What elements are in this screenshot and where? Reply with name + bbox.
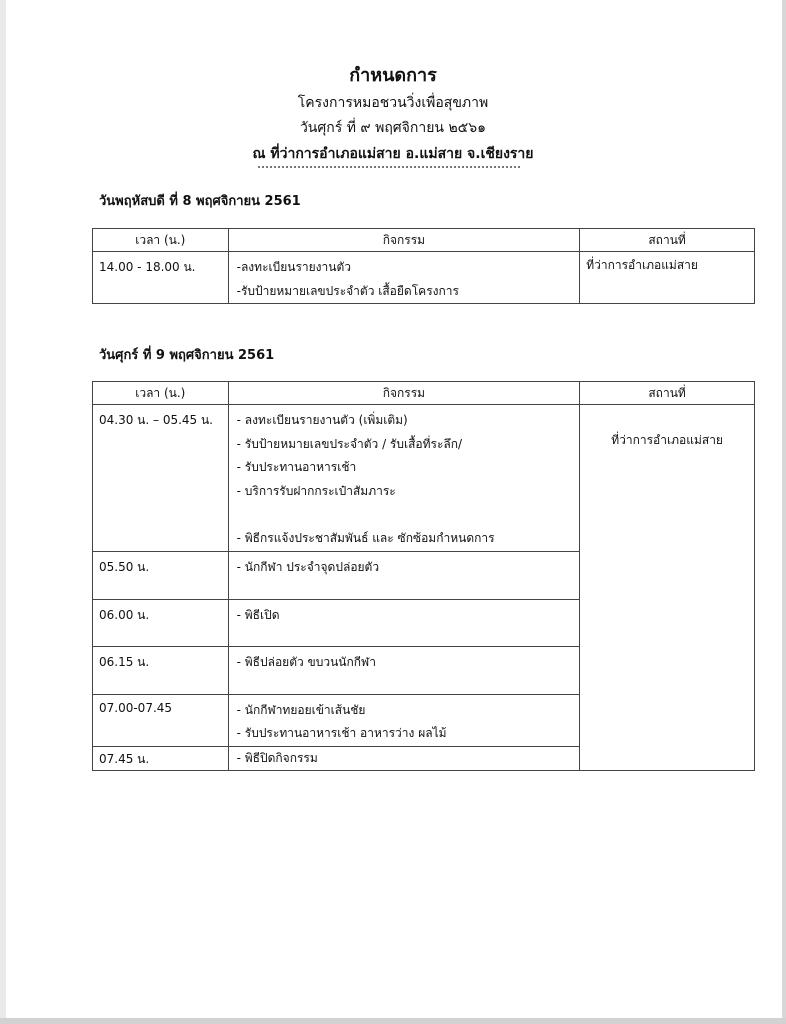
activity-line: - รับประทานอาหารเช้า bbox=[236, 460, 357, 475]
activity-line: - พิธีปิดกิจกรรม bbox=[236, 750, 318, 765]
activity-line: - รับประทานอาหารเช้า อาหารว่าง ผลไม้ bbox=[236, 726, 447, 741]
activity-line: -รับป้ายหมายเลขประจำตัว เสื้อยืดโครงการ bbox=[236, 283, 459, 298]
activity-line: - รับป้ายหมายเลขประจำตัว / รับเสื้อที่ระลึก/ bbox=[236, 436, 463, 451]
document-title: กำหนดการ bbox=[349, 65, 437, 86]
activity-line bbox=[237, 503, 580, 527]
activity-line: - บริการรับฝากกระเป๋าสัมภาระ bbox=[236, 483, 396, 498]
activity-cell bbox=[228, 694, 580, 746]
col-header-place: สถานที่ bbox=[580, 229, 755, 252]
activity-line: - พิธีเปิด bbox=[236, 607, 280, 622]
day1-schedule-table bbox=[92, 228, 755, 304]
time-cell: 06.15 น. bbox=[93, 646, 229, 694]
col-header-place: สถานที่ bbox=[580, 382, 755, 405]
time-cell: 04.30 น. – 05.45 น. bbox=[93, 405, 229, 552]
col-header-activity: กิจกรรม bbox=[228, 229, 580, 252]
place-cell: ที่ว่าการอำเภอแม่สาย bbox=[580, 405, 755, 771]
day1-heading: วันพฤหัสบดี ที่ 8 พฤศจิกายน 2561 bbox=[99, 194, 301, 209]
activity-line: - พิธีกรแจ้งประชาสัมพันธ์ และ ซักซ้อมกำหนดการ bbox=[236, 530, 495, 545]
table-header-row bbox=[93, 382, 755, 405]
table-header-row bbox=[93, 229, 755, 252]
event-venue: ณ ที่ว่าการอำเภอแม่สาย อ.แม่สาย จ.เชียงราย bbox=[252, 146, 534, 162]
time-cell: 06.00 น. bbox=[93, 599, 229, 646]
day2-schedule-table bbox=[92, 381, 755, 771]
activity-line: - นักกีฬาทยอยเข้าเส้นชัย bbox=[236, 702, 366, 717]
activity-cell bbox=[228, 746, 580, 771]
col-header-time: เวลา (น.) bbox=[93, 229, 229, 252]
activity-cell bbox=[228, 252, 580, 304]
activity-cell bbox=[228, 405, 580, 552]
dotted-divider bbox=[258, 166, 520, 168]
day2-heading: วันศุกร์ ที่ 9 พฤศจิกายน 2561 bbox=[99, 348, 275, 363]
activity-line: - ลงทะเบียนรายงานตัว (เพิ่มเติม) bbox=[236, 413, 408, 427]
activity-cell bbox=[228, 646, 580, 694]
col-header-activity: กิจกรรม bbox=[228, 382, 580, 405]
time-cell: 07.00-07.45 bbox=[93, 694, 229, 746]
event-date: วันศุกร์ ที่ ๙ พฤศจิกายน ๒๕๖๑ bbox=[299, 120, 487, 136]
table-row bbox=[93, 405, 755, 552]
time-cell: 14.00 - 18.00 น. bbox=[93, 252, 229, 304]
time-cell: 05.50 น. bbox=[93, 551, 229, 599]
activity-line: -ลงทะเบียนรายงานตัว bbox=[236, 260, 352, 274]
activity-cell bbox=[228, 551, 580, 599]
table-row bbox=[93, 252, 755, 304]
page-edge-bottom bbox=[0, 1018, 786, 1024]
activity-line: - นักกีฬา ประจำจุดปล่อยตัว bbox=[236, 559, 380, 574]
activity-line: - พิธีปล่อยตัว ขบวนนักกีฬา bbox=[236, 654, 376, 669]
activity-cell bbox=[228, 599, 580, 646]
col-header-time: เวลา (น.) bbox=[93, 382, 229, 405]
place-cell: ที่ว่าการอำเภอแม่สาย bbox=[580, 252, 755, 304]
project-name: โครงการหมอชวนวิ่งเพื่อสุขภาพ bbox=[297, 95, 489, 111]
time-cell: 07.45 น. bbox=[93, 746, 229, 771]
